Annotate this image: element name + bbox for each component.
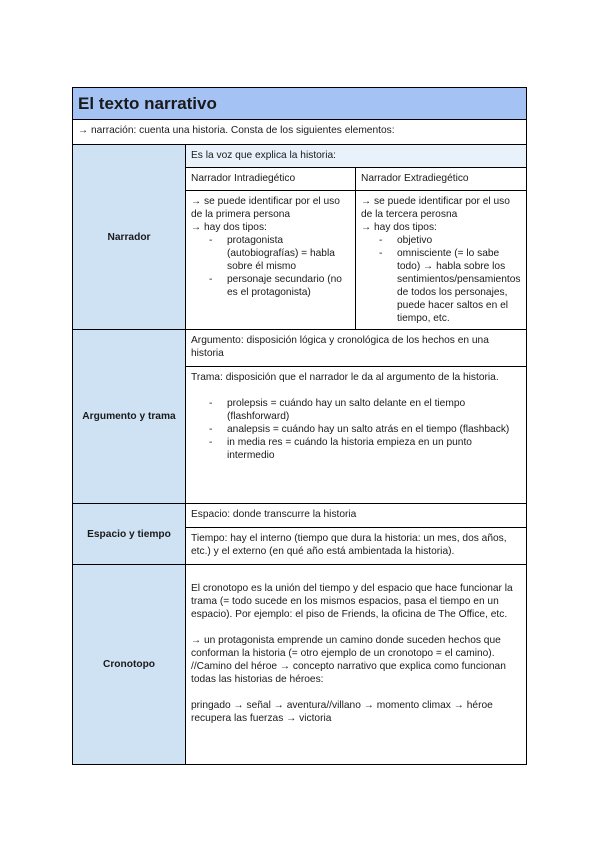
trama-list bbox=[191, 397, 521, 462]
cronotopo-p3: pringado → señal → aventura//villano → momento climax → héroe recupera las fuerzas → victoria bbox=[191, 700, 493, 724]
list-item: - objetivo bbox=[379, 234, 521, 247]
list-item: - omnisciente (= lo sabe todo) → habla sobre los sentimientos/pensamientos de todos los personajes, puede hacer saltos en el tiempo, etc. bbox=[379, 247, 521, 325]
espacio-row-1 bbox=[73, 504, 527, 528]
document-page bbox=[72, 87, 526, 765]
narrador-intra-list bbox=[191, 234, 350, 299]
list-item: - protagonista (autobiografías) = habla sobre él mismo bbox=[209, 234, 350, 273]
intro-text: → narración: cuenta una historia. Consta de los siguientes elementos: bbox=[73, 120, 527, 145]
argumento-row-1 bbox=[73, 330, 527, 367]
narrador-voice: Es la voz que explica la historia: bbox=[186, 145, 527, 168]
list-item: - in media res = cuándo la historia empieza en un punto intermedio bbox=[209, 436, 521, 462]
espacio-text: Espacio: donde transcurre la historia bbox=[186, 504, 527, 528]
argumento-label: Argumento y trama bbox=[73, 330, 186, 504]
cronotopo-p1: El cronotopo es la unión del tiempo y del espacio que hace funcionar la trama (= todo sucede en los mismos espacios, pasa el tiempo en un espacio). Por ejemplo: el piso de Friends, la oficina de The Office, etc. bbox=[191, 583, 513, 620]
narrador-extra-list bbox=[361, 234, 521, 325]
list-item: - personaje secundario (no es el protagonista) bbox=[209, 273, 350, 299]
narrador-intra-line2: → hay dos tipos: bbox=[191, 222, 267, 233]
cronotopo-row bbox=[73, 565, 527, 765]
title-row bbox=[73, 88, 527, 120]
narrador-extra-line2: → hay dos tipos: bbox=[361, 222, 437, 233]
list-item: - prolepsis = cuándo hay un salto delante en el tiempo (flashforward) bbox=[209, 397, 521, 423]
cronotopo-label: Cronotopo bbox=[73, 565, 186, 765]
trama-text: Trama: disposición que el narrador le da al argumento de la historia. bbox=[191, 372, 499, 383]
narrador-intra-line1: → se puede identificar por el uso de la primera persona bbox=[191, 196, 340, 220]
list-item: - analepsis = cuándo hay un salto atrás en el tiempo (flashback) bbox=[209, 423, 521, 436]
narrador-label: Narrador bbox=[73, 145, 186, 330]
narrador-intra-details bbox=[186, 191, 356, 330]
page-title: El texto narrativo bbox=[73, 88, 527, 120]
summary-table bbox=[72, 87, 527, 765]
narrador-extra-header: Narrador Extradiegético bbox=[356, 168, 527, 191]
narrador-extra-details bbox=[356, 191, 527, 330]
narrador-row-voice bbox=[73, 145, 527, 168]
cronotopo-p2: → un protagonista emprende un camino donde suceden hechos que conforman la historia (= otro ejemplo de un cronotopo = el camino). //Camino del héroe → concepto narrativo que explica como funcionan todas las historias de héroes: bbox=[191, 635, 506, 685]
argumento-text: Argumento: disposición lógica y cronológica de los hechos en una historia bbox=[186, 330, 527, 367]
narrador-intra-header: Narrador Intradiegético bbox=[186, 168, 356, 191]
trama-cell bbox=[186, 367, 527, 504]
intro-row bbox=[73, 120, 527, 145]
espacio-label: Espacio y tiempo bbox=[73, 504, 186, 565]
tiempo-text: Tiempo: hay el interno (tiempo que dura la historia: un mes, dos años, etc.) y el externo (en qué año está ambientada la historia). bbox=[186, 528, 527, 565]
narrador-extra-line1: → se puede identificar por el uso de la tercera perosna bbox=[361, 196, 510, 220]
cronotopo-cell bbox=[186, 565, 527, 765]
